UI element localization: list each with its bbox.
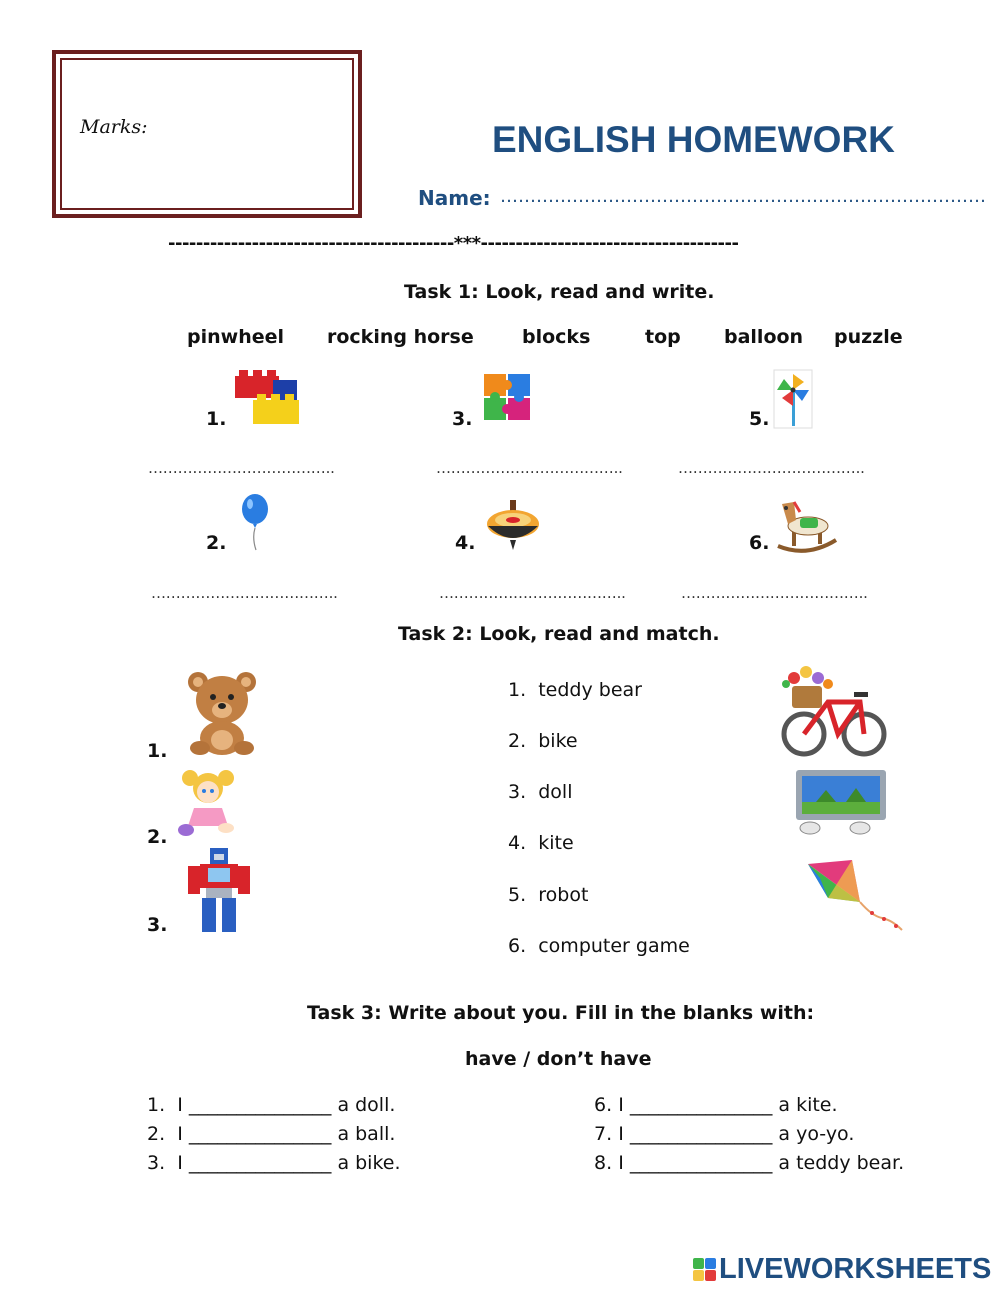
divider: -----------------------------------------***------------------------------------- [168,233,739,254]
pinwheel-icon [774,370,812,428]
blank-input[interactable]: _______________ [188,1152,332,1174]
logo-icon [693,1258,716,1281]
sentence-item: 2. I _______________ a ball. [147,1123,396,1145]
rocking-horse-icon [774,498,840,552]
word-list-item: 1. teddy bear [508,679,642,701]
puzzle-icon [482,372,534,424]
answer-line-3[interactable]: ……………………………….. [436,459,623,477]
bike-icon [780,664,888,758]
word-list-item: 6. computer game [508,935,690,957]
item-number: 3. [452,408,473,430]
answer-line-1[interactable]: ……………………………….. [148,459,335,477]
item-number: 2. [206,532,227,554]
word-bank-item: rocking horse [327,326,474,348]
blank-input[interactable]: _______________ [188,1123,332,1145]
answer-line-6[interactable]: ……………………………….. [681,584,868,602]
item-number: 2. [147,826,168,848]
word-list-item: 5. robot [508,884,589,906]
logo-text: LIVEWORKSHEETS [719,1253,992,1285]
blank-input[interactable]: _______________ [188,1094,332,1116]
doll-icon [176,768,240,840]
sentence-item: 3. I _______________ a bike. [147,1152,401,1174]
page-title: ENGLISH HOMEWORK [492,119,895,160]
answer-line-5[interactable]: ……………………………….. [678,459,865,477]
name-label: Name: [418,186,491,210]
task2-heading: Task 2: Look, read and match. [398,623,720,645]
robot-icon [188,848,250,934]
word-list-item: 4. kite [508,832,574,854]
item-number: 4. [455,532,476,554]
computer-game-icon [796,770,886,836]
word-bank-item: pinwheel [187,326,285,348]
sentence-item: 6. I _______________ a kite. [594,1094,838,1116]
answer-line-4[interactable]: ……………………………….. [439,584,626,602]
blank-input[interactable]: _______________ [629,1094,773,1116]
task3-options: have / don’t have [465,1048,652,1070]
item-number: 5. [749,408,770,430]
marks-label: Marks: [80,116,148,138]
task1-heading: Task 1: Look, read and write. [404,281,715,303]
word-bank-item: puzzle [834,326,903,348]
sentence-item: 8. I _______________ a teddy bear. [594,1152,905,1174]
blocks-icon [233,370,307,428]
answer-line-2[interactable]: ……………………………….. [151,584,338,602]
sentence-item: 7. I _______________ a yo-yo. [594,1123,855,1145]
blank-input[interactable]: _______________ [629,1152,773,1174]
item-number: 1. [147,740,168,762]
word-list-item: 2. bike [508,730,578,752]
task3-heading: Task 3: Write about you. Fill in the blanks with: [307,1002,815,1024]
teddy-bear-icon [184,670,260,756]
name-field[interactable]: ……………………………………………………………………… [500,186,986,207]
kite-icon [806,858,906,936]
word-list-item: 3. doll [508,781,573,803]
word-bank-item: blocks [522,326,591,348]
word-bank-item: top [645,326,681,348]
balloon-icon [240,494,272,552]
word-bank-item: balloon [724,326,804,348]
liveworksheets-logo [693,1253,991,1286]
item-number: 3. [147,914,168,936]
sentence-item: 1. I _______________ a doll. [147,1094,396,1116]
blank-input[interactable]: _______________ [629,1123,773,1145]
item-number: 6. [749,532,770,554]
item-number: 1. [206,408,227,430]
spinning-top-icon [486,500,542,552]
